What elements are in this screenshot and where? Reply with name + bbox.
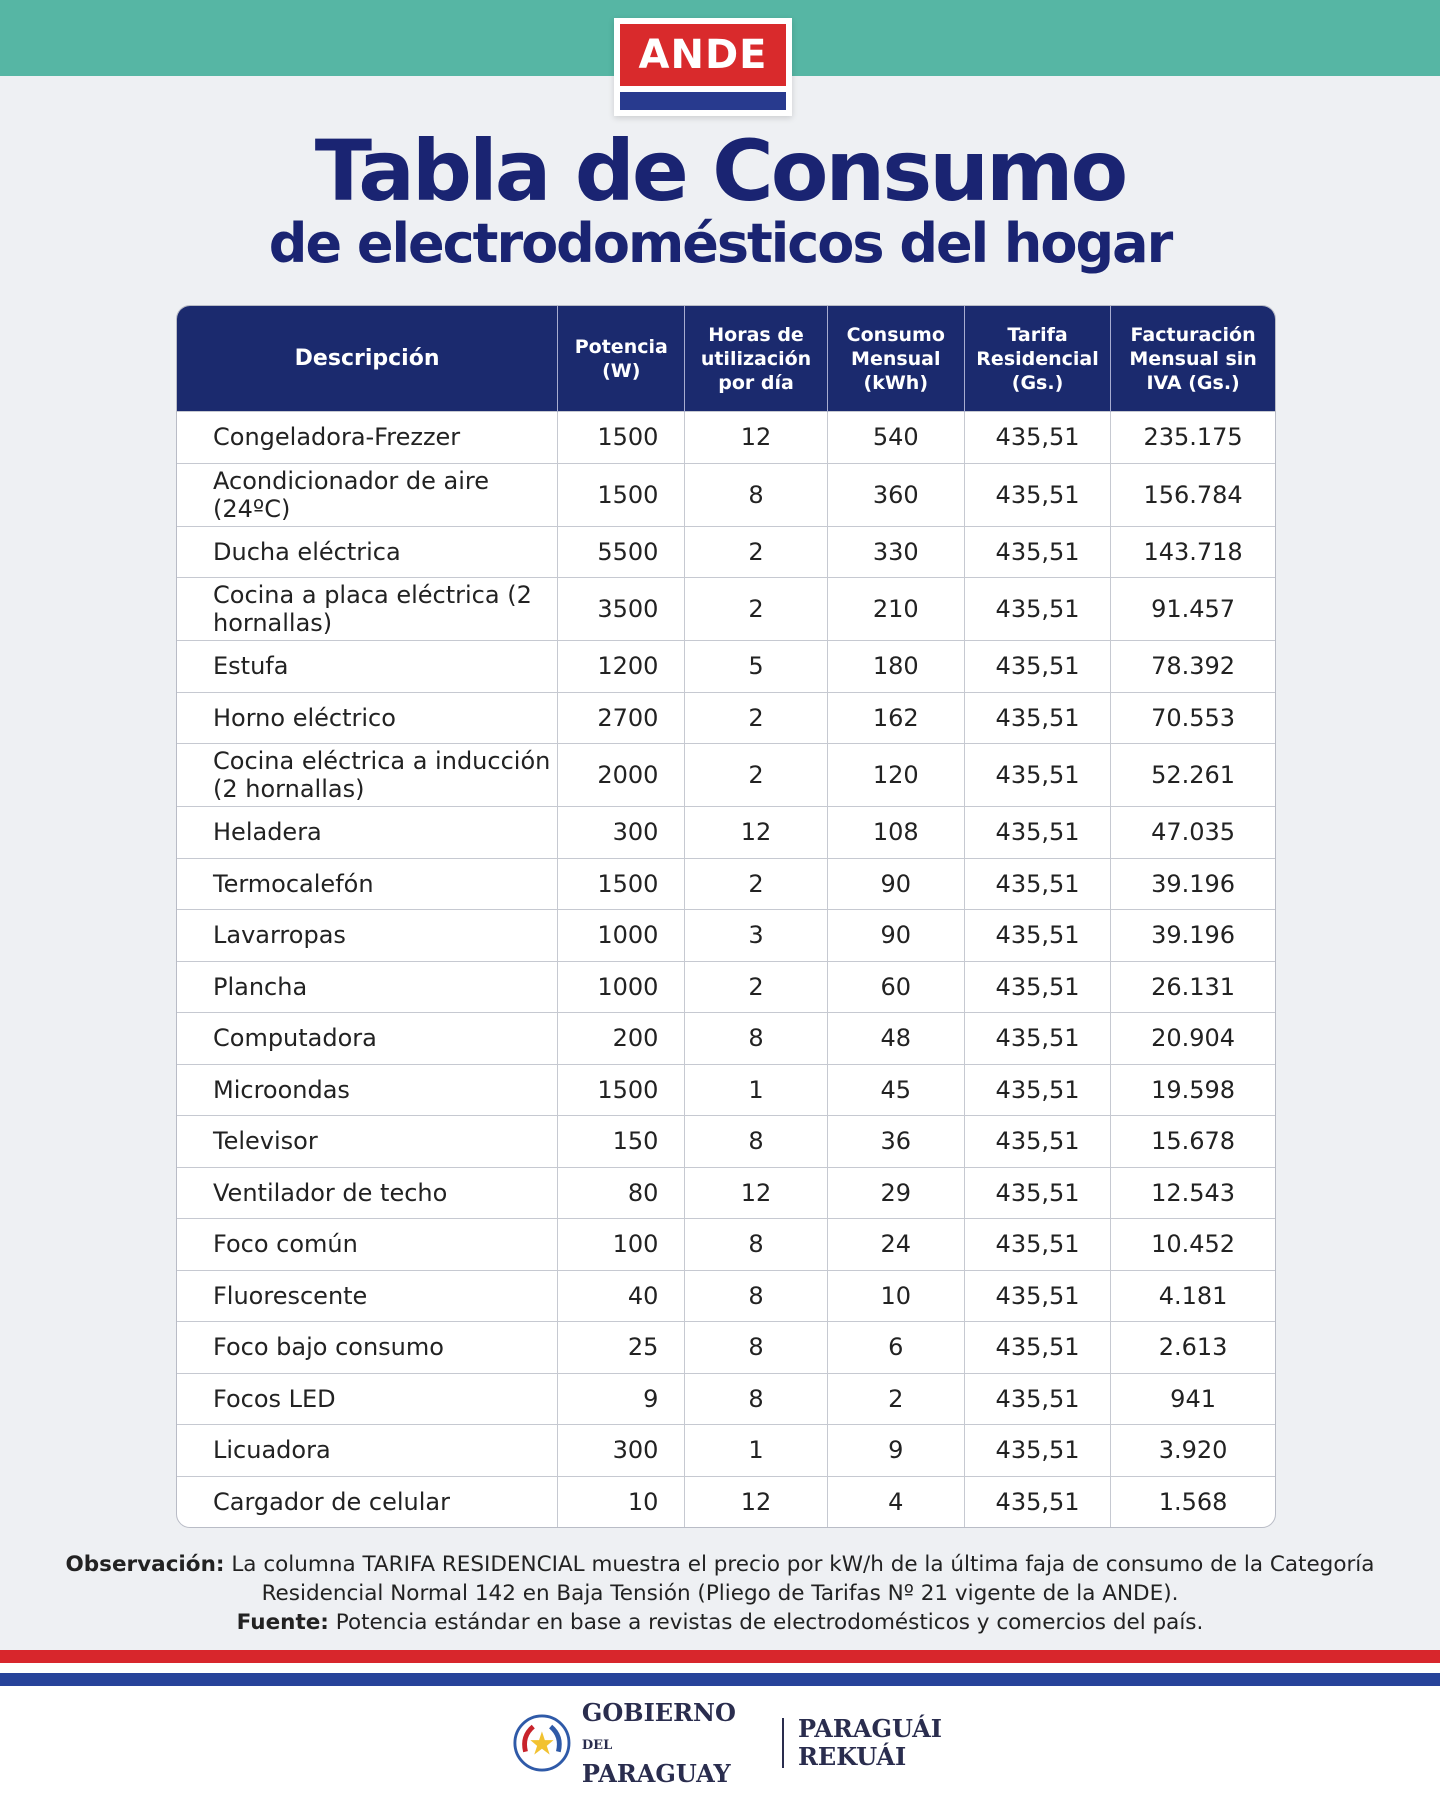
cell-power: 10	[558, 1476, 685, 1527]
cell-monthly-consumption: 9	[827, 1425, 964, 1477]
cell-monthly-consumption: 330	[827, 526, 964, 578]
cell-monthly-bill: 156.784	[1111, 463, 1275, 526]
table-row	[177, 858, 1275, 910]
cell-description: Licuadora	[177, 1425, 558, 1477]
cell-description: Termocalefón	[177, 858, 558, 910]
table-row	[177, 1270, 1275, 1322]
cell-power: 2000	[558, 744, 685, 807]
cell-monthly-consumption: 210	[827, 578, 964, 641]
table-header-row	[177, 306, 1275, 412]
cell-tariff: 435,51	[964, 526, 1110, 578]
government-logo	[512, 1697, 942, 1788]
cell-description: Computadora	[177, 1013, 558, 1065]
cell-monthly-consumption: 36	[827, 1116, 964, 1168]
cell-tariff: 435,51	[964, 1322, 1110, 1374]
cell-tariff: 435,51	[964, 1270, 1110, 1322]
table-row	[177, 1322, 1275, 1374]
table-row	[177, 578, 1275, 641]
cell-monthly-bill: 20.904	[1111, 1013, 1275, 1065]
cell-tariff: 435,51	[964, 412, 1110, 464]
header-monthly-bill: Facturación Mensual sin IVA (Gs.)	[1111, 306, 1275, 412]
cell-hours: 1	[685, 1064, 827, 1116]
cell-description: Ducha eléctrica	[177, 526, 558, 578]
table-row	[177, 910, 1275, 962]
cell-tariff: 435,51	[964, 807, 1110, 859]
cell-tariff: 435,51	[964, 1476, 1110, 1527]
cell-tariff: 435,51	[964, 1425, 1110, 1477]
cell-hours: 8	[685, 1322, 827, 1374]
gov-line1: GOBIERNO	[581, 1697, 736, 1727]
cell-tariff: 435,51	[964, 578, 1110, 641]
cell-hours: 8	[685, 463, 827, 526]
cell-monthly-consumption: 24	[827, 1219, 964, 1271]
cell-monthly-bill: 4.181	[1111, 1270, 1275, 1322]
observation-note	[60, 1550, 1380, 1608]
cell-description: Cargador de celular	[177, 1476, 558, 1527]
cell-monthly-bill: 19.598	[1111, 1064, 1275, 1116]
table-row	[177, 692, 1275, 744]
cell-monthly-bill: 2.613	[1111, 1322, 1275, 1374]
cell-monthly-consumption: 120	[827, 744, 964, 807]
table-row	[177, 1167, 1275, 1219]
cell-monthly-consumption: 90	[827, 858, 964, 910]
cell-description: Televisor	[177, 1116, 558, 1168]
cell-description: Lavarropas	[177, 910, 558, 962]
header-power: Potencia (W)	[558, 306, 685, 412]
cell-monthly-consumption: 540	[827, 412, 964, 464]
flag-stripe-red	[0, 1650, 1440, 1663]
gov-del: DEL	[581, 1737, 613, 1753]
cell-hours: 8	[685, 1013, 827, 1065]
cell-power: 1500	[558, 412, 685, 464]
table-row	[177, 1219, 1275, 1271]
header-hours: Horas de utilización por día	[685, 306, 827, 412]
cell-tariff: 435,51	[964, 463, 1110, 526]
ande-logo-bar	[620, 92, 786, 110]
cell-power: 25	[558, 1322, 685, 1374]
cell-power: 300	[558, 1425, 685, 1477]
consumption-table	[176, 305, 1276, 1528]
header-tariff: Tarifa Residencial (Gs.)	[964, 306, 1110, 412]
cell-monthly-bill: 26.131	[1111, 961, 1275, 1013]
cell-monthly-consumption: 29	[827, 1167, 964, 1219]
cell-power: 1200	[558, 641, 685, 693]
gov-name	[582, 1699, 768, 1788]
cell-tariff: 435,51	[964, 744, 1110, 807]
cell-power: 100	[558, 1219, 685, 1271]
cell-tariff: 435,51	[964, 1013, 1110, 1065]
cell-hours: 5	[685, 641, 827, 693]
cell-description: Foco común	[177, 1219, 558, 1271]
ande-logo-text: ANDE	[620, 24, 786, 86]
table-row	[177, 1013, 1275, 1065]
cell-power: 40	[558, 1270, 685, 1322]
flag-stripe-blue	[0, 1673, 1440, 1686]
cell-monthly-bill: 39.196	[1111, 858, 1275, 910]
notes	[60, 1550, 1380, 1637]
cell-power: 300	[558, 807, 685, 859]
gov-line2: PARAGUAY	[581, 1758, 731, 1788]
cell-monthly-consumption: 90	[827, 910, 964, 962]
cell-power: 2700	[558, 692, 685, 744]
cell-hours: 12	[685, 807, 827, 859]
table-row	[177, 412, 1275, 464]
cell-monthly-consumption: 6	[827, 1322, 964, 1374]
cell-power: 1000	[558, 910, 685, 962]
cell-description: Estufa	[177, 641, 558, 693]
page-subtitle: de electrodomésticos del hogar	[268, 212, 1172, 275]
cell-tariff: 435,51	[964, 1219, 1110, 1271]
table-row	[177, 1476, 1275, 1527]
cell-monthly-bill: 12.543	[1111, 1167, 1275, 1219]
cell-description: Plancha	[177, 961, 558, 1013]
cell-monthly-bill: 3.920	[1111, 1425, 1275, 1477]
cell-monthly-consumption: 360	[827, 463, 964, 526]
ande-logo	[614, 18, 792, 116]
cell-power: 9	[558, 1373, 685, 1425]
cell-hours: 1	[685, 1425, 827, 1477]
cell-monthly-bill: 941	[1111, 1373, 1275, 1425]
cell-tariff: 435,51	[964, 1373, 1110, 1425]
cell-power: 5500	[558, 526, 685, 578]
table-row	[177, 463, 1275, 526]
paraguay-seal-icon	[512, 1712, 572, 1774]
source-label: Fuente:	[236, 1610, 329, 1635]
cell-hours: 2	[685, 744, 827, 807]
table-row	[177, 1373, 1275, 1425]
cell-monthly-bill: 10.452	[1111, 1219, 1275, 1271]
cell-monthly-bill: 235.175	[1111, 412, 1275, 464]
cell-hours: 2	[685, 858, 827, 910]
flag-stripe-white	[0, 1663, 1440, 1673]
cell-description: Heladera	[177, 807, 558, 859]
cell-power: 1500	[558, 858, 685, 910]
cell-hours: 12	[685, 1476, 827, 1527]
cell-description: Congeladora-Frezzer	[177, 412, 558, 464]
cell-tariff: 435,51	[964, 1064, 1110, 1116]
cell-tariff: 435,51	[964, 641, 1110, 693]
cell-monthly-consumption: 4	[827, 1476, 964, 1527]
cell-power: 150	[558, 1116, 685, 1168]
cell-tariff: 435,51	[964, 961, 1110, 1013]
cell-monthly-consumption: 162	[827, 692, 964, 744]
observation-label: Observación:	[65, 1552, 225, 1577]
cell-monthly-bill: 143.718	[1111, 526, 1275, 578]
cell-description: Horno eléctrico	[177, 692, 558, 744]
cell-power: 80	[558, 1167, 685, 1219]
cell-hours: 2	[685, 961, 827, 1013]
cell-hours: 3	[685, 910, 827, 962]
cell-monthly-bill: 52.261	[1111, 744, 1275, 807]
motto-line2: REKUÁI	[797, 1742, 907, 1771]
cell-power: 1000	[558, 961, 685, 1013]
cell-monthly-consumption: 60	[827, 961, 964, 1013]
cell-hours: 2	[685, 692, 827, 744]
table-row	[177, 961, 1275, 1013]
cell-description: Ventilador de techo	[177, 1167, 558, 1219]
table-row	[177, 1064, 1275, 1116]
cell-description: Foco bajo consumo	[177, 1322, 558, 1374]
cell-monthly-bill: 78.392	[1111, 641, 1275, 693]
cell-description: Focos LED	[177, 1373, 558, 1425]
table-row	[177, 641, 1275, 693]
cell-tariff: 435,51	[964, 1167, 1110, 1219]
cell-tariff: 435,51	[964, 910, 1110, 962]
cell-monthly-consumption: 2	[827, 1373, 964, 1425]
cell-power: 200	[558, 1013, 685, 1065]
cell-description: Cocina eléctrica a inducción (2 hornallas)	[177, 744, 558, 807]
cell-power: 3500	[558, 578, 685, 641]
cell-hours: 12	[685, 412, 827, 464]
cell-hours: 8	[685, 1219, 827, 1271]
header-description: Descripción	[177, 306, 558, 412]
gov-motto	[798, 1715, 942, 1771]
table-row	[177, 526, 1275, 578]
table-row	[177, 1425, 1275, 1477]
cell-monthly-consumption: 180	[827, 641, 964, 693]
cell-monthly-bill: 47.035	[1111, 807, 1275, 859]
header-monthly-consumption: Consumo Mensual (kWh)	[827, 306, 964, 412]
cell-description: Microondas	[177, 1064, 558, 1116]
cell-monthly-bill: 15.678	[1111, 1116, 1275, 1168]
cell-monthly-consumption: 48	[827, 1013, 964, 1065]
gov-divider	[782, 1718, 784, 1768]
cell-monthly-bill: 91.457	[1111, 578, 1275, 641]
source-text: Potencia estándar en base a revistas de electrodomésticos y comercios del país.	[335, 1610, 1204, 1635]
cell-tariff: 435,51	[964, 858, 1110, 910]
cell-monthly-consumption: 10	[827, 1270, 964, 1322]
source-note	[60, 1608, 1380, 1637]
cell-hours: 8	[685, 1373, 827, 1425]
table-row	[177, 1116, 1275, 1168]
table-row	[177, 744, 1275, 807]
cell-monthly-bill: 70.553	[1111, 692, 1275, 744]
cell-description: Fluorescente	[177, 1270, 558, 1322]
cell-monthly-consumption: 45	[827, 1064, 964, 1116]
cell-monthly-consumption: 108	[827, 807, 964, 859]
cell-power: 1500	[558, 1064, 685, 1116]
cell-hours: 8	[685, 1270, 827, 1322]
observation-text: La columna TARIFA RESIDENCIAL muestra el precio por kW/h de la última faja de consumo de la Categoría Residencial Normal 142 en Baja Tensión (Pliego de Tarifas Nº 21 vigente de la ANDE).	[231, 1552, 1375, 1606]
cell-description: Cocina a placa eléctrica (2 hornallas)	[177, 578, 558, 641]
cell-monthly-bill: 39.196	[1111, 910, 1275, 962]
cell-description: Acondicionador de aire (24ºC)	[177, 463, 558, 526]
motto-line1: PARAGUÁI	[797, 1714, 942, 1743]
cell-power: 1500	[558, 463, 685, 526]
cell-tariff: 435,51	[964, 692, 1110, 744]
cell-monthly-bill: 1.568	[1111, 1476, 1275, 1527]
cell-hours: 2	[685, 526, 827, 578]
page-title: Tabla de Consumo	[314, 122, 1126, 220]
cell-hours: 8	[685, 1116, 827, 1168]
cell-tariff: 435,51	[964, 1116, 1110, 1168]
cell-hours: 12	[685, 1167, 827, 1219]
table-row	[177, 807, 1275, 859]
cell-hours: 2	[685, 578, 827, 641]
